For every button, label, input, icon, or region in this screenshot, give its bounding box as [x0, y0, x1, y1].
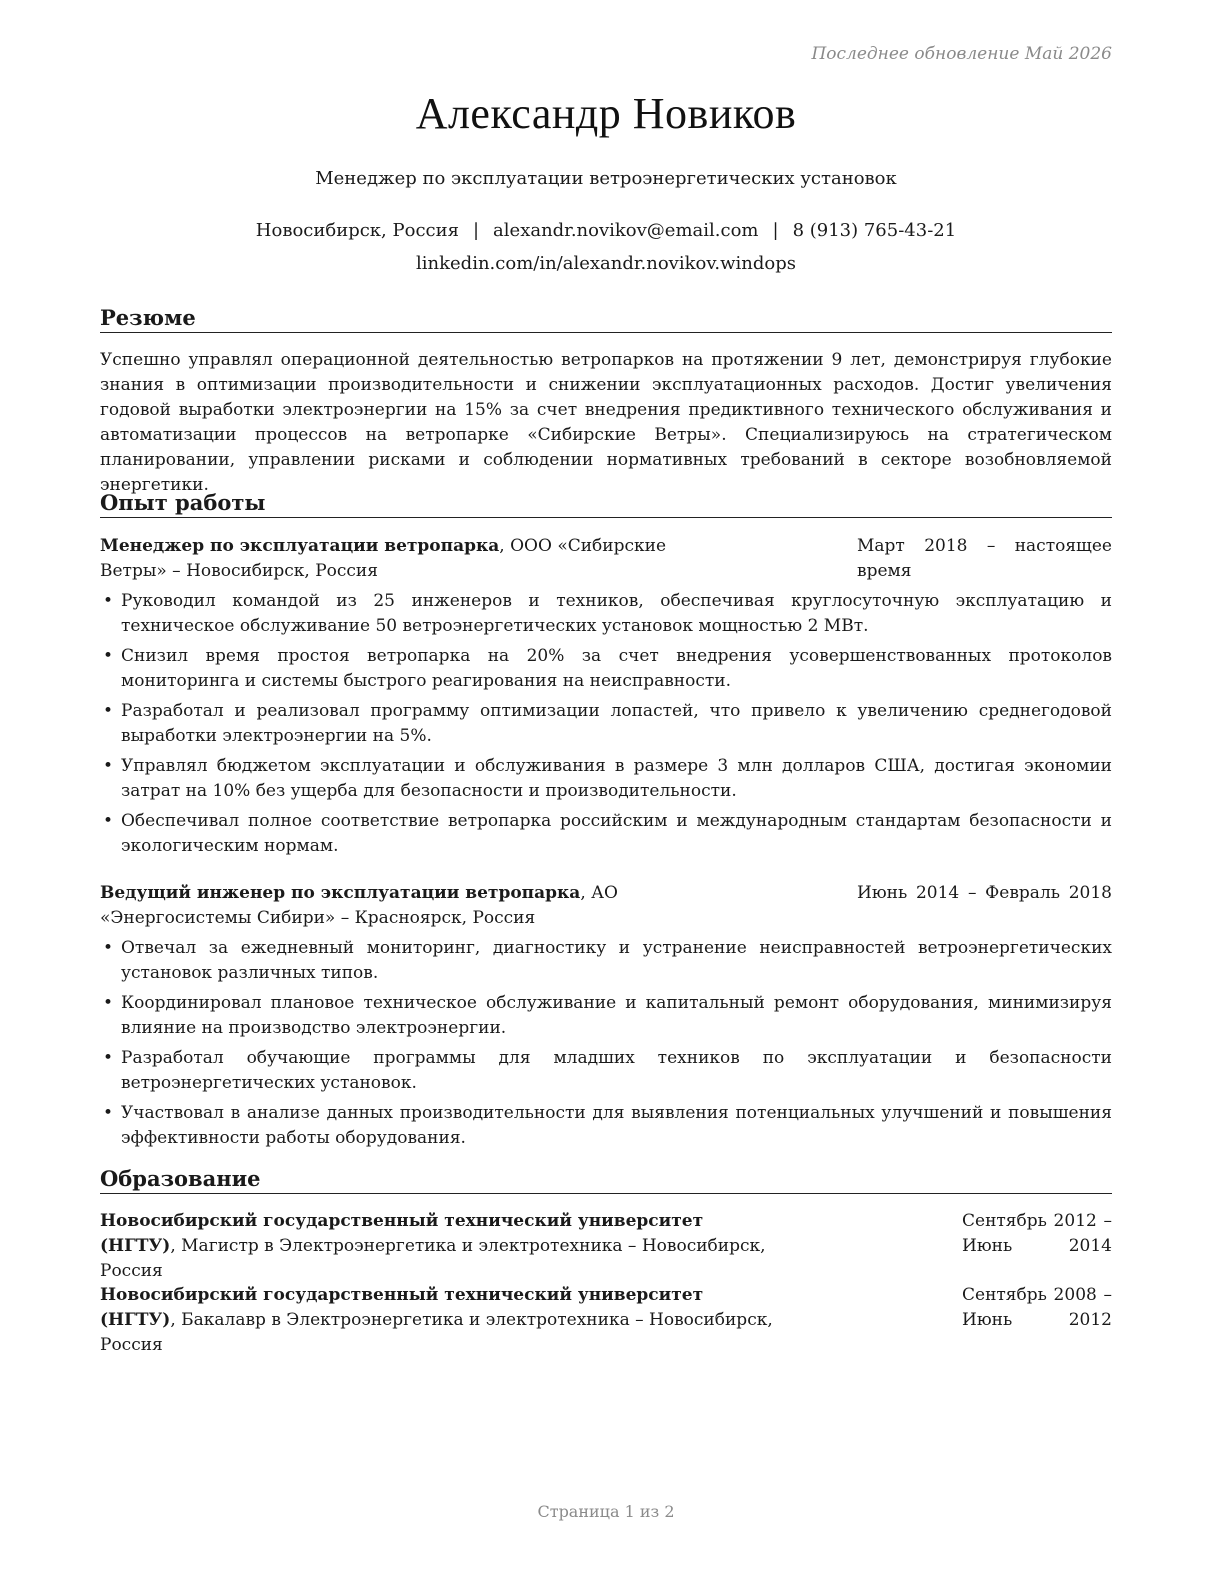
contact-line: [100, 220, 1112, 241]
list-item: • Снизил время простоя ветропарка на 20% за счет внедрения усовершенствованных протоколов мониторинга и системы быстрого реагирования на неисправности.: [100, 644, 1112, 694]
page-number: Страница 1 из 2: [537, 1502, 675, 1521]
list-item: • Обеспечивал полное соответствие ветропарка российским и международным стандартам безопасности и экологическим нормам.: [100, 809, 1112, 859]
candidate-title: Менеджер по эксплуатации ветроэнергетических установок: [315, 168, 897, 189]
degree-details: , Бакалавр в Электроэнергетика и электротехника – Новосибирск, Россия: [100, 1310, 773, 1355]
job-bullets: [100, 936, 1112, 1156]
education-entry: [100, 1209, 1112, 1284]
job-org: , ООО «Сибирские Ветры» – Новосибирск, Россия: [100, 536, 667, 581]
summary-text: Успешно управлял операционной деятельностью ветропарков на протяжении 9 лет, демонстрируя глубокие знания в оптимизации производительности и снижении эксплуатационных расходов. Достиг увеличения годовой выработки электроэнергии на 15% за счет внедрения предиктивного технического обслуживания и автоматизации процессов на ветропарке «Сибирские Ветры». Специализируюсь на стратегическом планировании, управлении рисками и соблюдении нормативных требований в секторе возобновляемой энергетики.: [100, 350, 1112, 495]
job-header: [100, 534, 1112, 584]
summary-heading: Резюме: [100, 305, 1112, 333]
education-heading: Образование: [100, 1166, 1112, 1194]
list-item: • Участвовал в анализе данных производительности для выявления потенциальных улучшений и повышения эффективности работы оборудования.: [100, 1101, 1112, 1151]
school-name: Новосибирский государственный технический университет (НГТУ): [100, 1285, 704, 1330]
education-dates: Сентябрь 2012 – Июнь 2014: [962, 1211, 1112, 1256]
list-item: • Разработал обучающие программы для младших техников по эксплуатации и безопасности ветроэнергетических установок.: [100, 1046, 1112, 1096]
job-org: , АО «Энергосистемы Сибири» – Красноярск, Россия: [100, 883, 618, 928]
candidate-name: Александр Новиков: [415, 89, 797, 138]
resume-page: [100, 0, 1112, 1584]
job-dates: Июнь 2014 – Февраль 2018: [857, 883, 1112, 903]
job-role: Менеджер по эксплуатации ветропарка: [100, 536, 500, 556]
list-item: • Координировал плановое техническое обслуживание и капитальный ремонт оборудования, минимизируя влияние на производство электроэнергии.: [100, 991, 1112, 1041]
last-updated: Последнее обновление Май 2026: [811, 44, 1112, 64]
job-role: Ведущий инженер по эксплуатации ветропарка: [100, 883, 581, 903]
education-entry: [100, 1283, 1112, 1358]
contact-separator: |: [772, 220, 779, 241]
location: Новосибирск, Россия: [255, 220, 459, 241]
email-link[interactable]: alexandr.novikov@email.com: [493, 220, 759, 241]
job-header: [100, 881, 1112, 931]
experience-heading: Опыт работы: [100, 490, 1112, 518]
linkedin-link[interactable]: linkedin.com/in/alexandr.novikov.windops: [416, 253, 796, 274]
list-item: • Разработал и реализовал программу оптимизации лопастей, что привело к увеличению среднегодовой выработки электроэнергии на 5%.: [100, 699, 1112, 749]
school-name: Новосибирский государственный технический университет (НГТУ): [100, 1211, 704, 1256]
list-item: • Управлял бюджетом эксплуатации и обслуживания в размере 3 млн долларов США, достигая экономии затрат на 10% без ущерба для безопасности и производительности.: [100, 754, 1112, 804]
education-dates: Сентябрь 2008 – Июнь 2012: [962, 1285, 1112, 1330]
degree-details: , Магистр в Электроэнергетика и электротехника – Новосибирск, Россия: [100, 1236, 766, 1281]
phone-number: 8 (913) 765-43-21: [792, 220, 957, 241]
list-item: • Руководил командой из 25 инженеров и техников, обеспечивая круглосуточную эксплуатацию и техническое обслуживание 50 ветроэнергетических установок мощностью 2 МВт.: [100, 589, 1112, 639]
contact-separator: |: [472, 220, 480, 241]
job-dates: Март 2018 – настоящее время: [857, 536, 1112, 581]
job-bullets: [100, 589, 1112, 864]
list-item: • Отвечал за ежедневный мониторинг, диагностику и устранение неисправностей ветроэнергетических установок различных типов.: [100, 936, 1112, 986]
